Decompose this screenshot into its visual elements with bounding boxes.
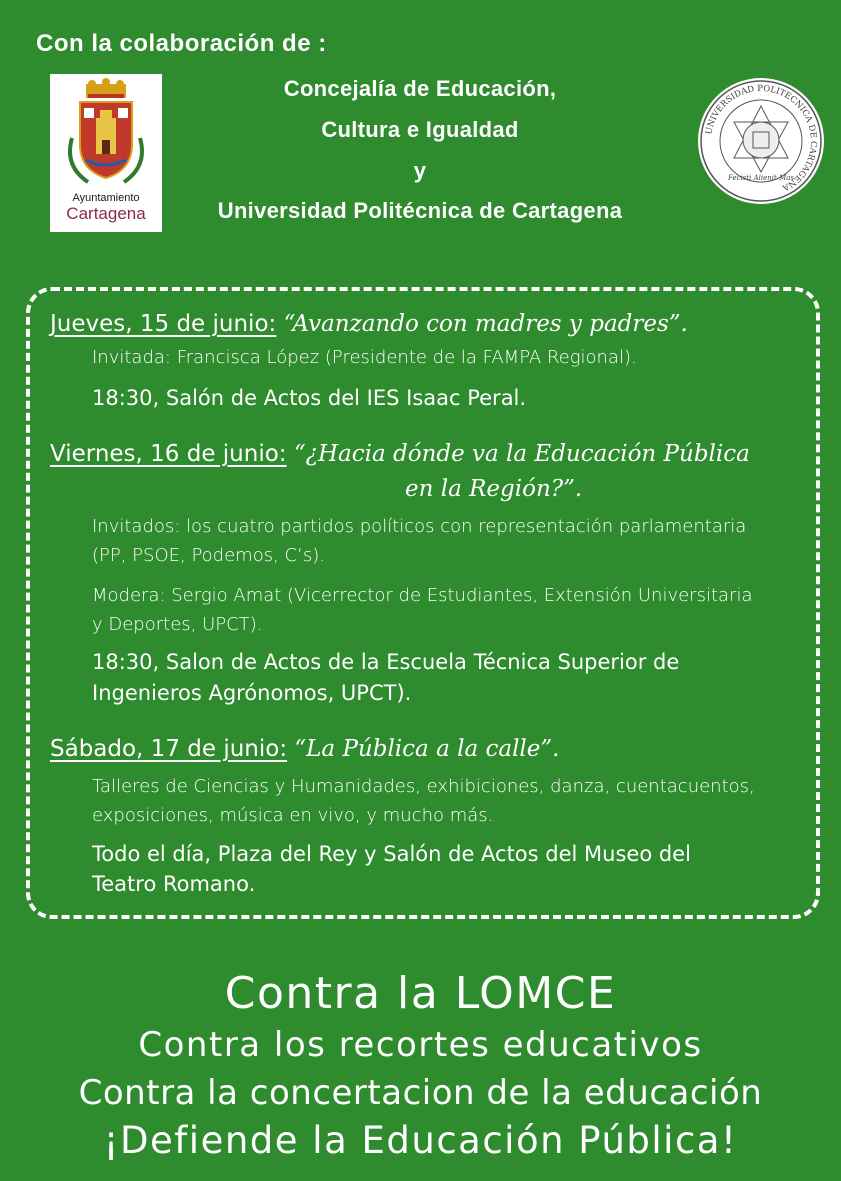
event-sabado-place-2: Teatro Romano. [92,872,256,896]
event-sabado-heading [50,736,559,762]
cartagena-label: Cartagena [66,204,146,223]
event-jueves-heading [50,311,688,337]
upct-ring-text: UNIVERSIDAD POLITECNICA DE CARTAGENA [704,83,819,193]
slogan-lomce: Contra la LOMCE [224,968,617,1019]
event-sabado-activities-1: Talleres de Ciencias y Humanidades, exhibiciones, danza, cuentacuentos, [92,776,755,797]
event-sabado-title: “La Pública a la calle”. [287,736,560,762]
event-viernes-heading [50,441,750,467]
coat-of-arms-icon [58,78,154,190]
event-sabado-place-1: Todo el día, Plaza del Rey y Salón de Actos del Museo del [92,842,691,866]
event-jueves-title: “Avanzando con madres y padres”. [276,311,688,337]
event-viernes-place-2: Ingenieros Agrónomos, UPCT). [92,681,412,705]
sponsor-line-1: Concejalía de Educación, [283,76,557,101]
event-jueves-guest: Invitada: Francisca López (Presidente de la FAMPA Regional). [92,347,637,368]
sponsor-line-4: Universidad Politécnica de Cartagena [217,198,623,223]
event-sabado-date: Sábado, 17 de junio: [50,736,288,762]
upct-motto: Fecisti Alienit Mas [727,174,795,182]
event-viernes-moderator-1: Modera: Sergio Amat (Vicerrector de Estudiantes, Extensión Universitaria [92,585,753,606]
sponsor-line-3: y [413,158,427,183]
ayuntamiento-label: Ayuntamiento [72,192,140,204]
event-viernes-moderator-2: y Deportes, UPCT). [92,614,263,635]
ayuntamiento-cartagena-logo [50,74,162,232]
slogan-concertacion: Contra la concertacion de la educación [78,1073,763,1113]
event-viernes-guests-1: Invitados: los cuatro partidos políticos con representación parlamentaria [92,516,747,537]
event-sabado-activities-2: exposiciones, música en vivo, y mucho más. [92,805,494,826]
event-viernes-place-1: 18:30, Salon de Actos de la Escuela Técnica Superior de [92,650,680,674]
upct-seal-icon [696,76,826,206]
event-viernes-title-2: en la Región?”. [405,476,583,502]
event-jueves-date: Jueves, 15 de junio: [50,311,277,337]
event-viernes-title-1: “¿Hacia dónde va la Educación Pública [286,441,750,467]
sponsor-line-2: Cultura e Igualdad [321,117,519,142]
event-viernes-guests-2: (PP, PSOE, Podemos, C’s). [92,545,325,566]
slogan-recortes: Contra los recortes educativos [138,1025,703,1065]
collaboration-heading: Con la colaboración de : [36,30,327,57]
event-jueves-place: 18:30, Salón de Actos del IES Isaac Peral. [92,386,527,410]
slogan-defiende: ¡Defiende la Educación Pública! [103,1119,738,1162]
event-viernes-date: Viernes, 16 de junio: [50,441,287,467]
